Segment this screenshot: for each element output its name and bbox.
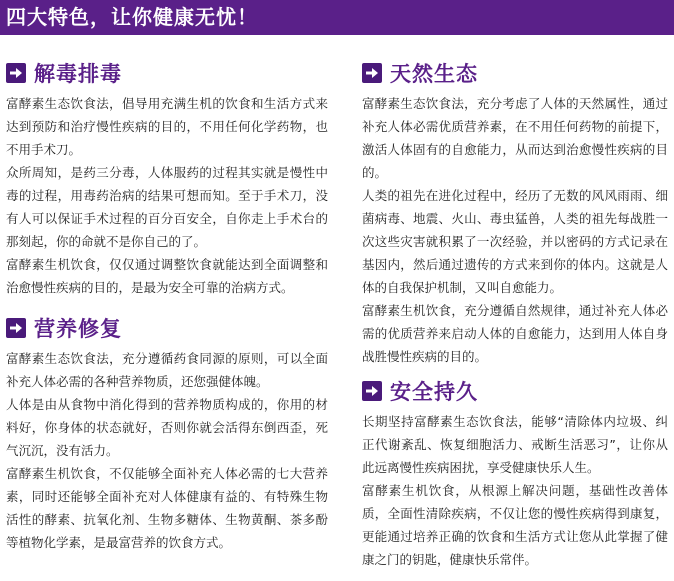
paragraph: 众所周知，是药三分毒，人体服药的过程其实就是慢性中毒的过程，用毒药治病的结果可想而知。至于手术刀，没有人可以保证手术过程的百分百安全，自你走上手术台的那刻起，你的命就不是你自己的了。 [6, 165, 328, 249]
paragraph: 富酵素生态饮食法，倡导用充满生机的饮食和生活方式来达到预防和治疗慢性疾病的目的，不用任何化学药物，也不用手术刀。 [6, 96, 328, 157]
right-arrow-icon [6, 318, 26, 338]
section-title: 安全持久 [390, 380, 478, 404]
section-lasting [362, 376, 668, 571]
paragraph: 富酵素生机饮食，从根源上解决问题，基础性改善体质，全面性清除疾病，不仅让您的慢性疾病得到康复，更能通过培养正确的饮食和生活方式让您从此掌握了健康之门的钥匙，健康快乐常伴。 [362, 483, 668, 567]
section-nutrition [6, 313, 328, 554]
banner-title: 四大特色，让你健康无忧！ [0, 0, 674, 35]
section-header [362, 58, 668, 88]
right-arrow-icon [362, 381, 382, 401]
section-header [362, 376, 668, 406]
section-header [6, 58, 328, 88]
left-column [6, 58, 328, 554]
paragraph: 富酵素生态饮食法，充分遵循药食同源的原则，可以全面补充人体必需的各种营养物质，还您强健体魄。 [6, 351, 328, 389]
paragraph: 富酵素生机饮食，不仅能够全面补充人体必需的七大营养素，同时还能够全面补充对人体健康有益的、有特殊生物活性的酵素、抗氧化剂、生物多糖体、生物黄酮、茶多酚等植物化学素，是最富营养的饮食方式。 [6, 466, 328, 550]
paragraph: 富酵素生态饮食法，充分考虑了人体的天然属性，通过补充人体必需优质营养素，在不用任何药物的前提下，激活人体固有的自愈能力，从而达到治愈慢性疾病的目的。 [362, 96, 668, 180]
right-column [362, 58, 668, 571]
section-title: 天然生态 [390, 62, 478, 86]
paragraph: 人类的祖先在进化过程中，经历了无数的风风雨雨、细菌病毒、地震、火山、毒虫猛兽，人类的祖先每战胜一次这些灾害就积累了一次经验，并以密码的方式记录在基因内，然后通过遗传的方式来到你的体内。这就是人体的自我保护机制，又叫自愈能力。 [362, 188, 668, 295]
paragraph: 富酵素生机饮食，充分遵循自然规律，通过补充人体必需的优质营养来启动人体的自愈能力，达到用人体自身战胜慢性疾病的目的。 [362, 303, 668, 364]
section-title: 营养修复 [34, 317, 122, 341]
paragraph: 富酵素生机饮食，仅仅通过调整饮食就能达到全面调整和治愈慢性疾病的目的，是最为安全可靠的治病方式。 [6, 257, 328, 295]
right-arrow-icon [6, 63, 26, 83]
section-title: 解毒排毒 [34, 62, 122, 86]
paragraph: 长期坚持富酵素生态饮食法，能够“清除体内垃圾、纠正代谢紊乱、恢复细胞活力、戒断生活恶习”，让你从此远离慢性疾病困扰，享受健康快乐人生。 [362, 414, 668, 475]
section-detox [6, 58, 328, 299]
paragraph: 人体是由从食物中消化得到的营养物质构成的，你用的材料好，你身体的状态就好，否则你就会活得东倒西歪，死气沉沉，没有活力。 [6, 397, 328, 458]
section-natural [362, 58, 668, 368]
section-header [6, 313, 328, 343]
right-arrow-icon [362, 63, 382, 83]
